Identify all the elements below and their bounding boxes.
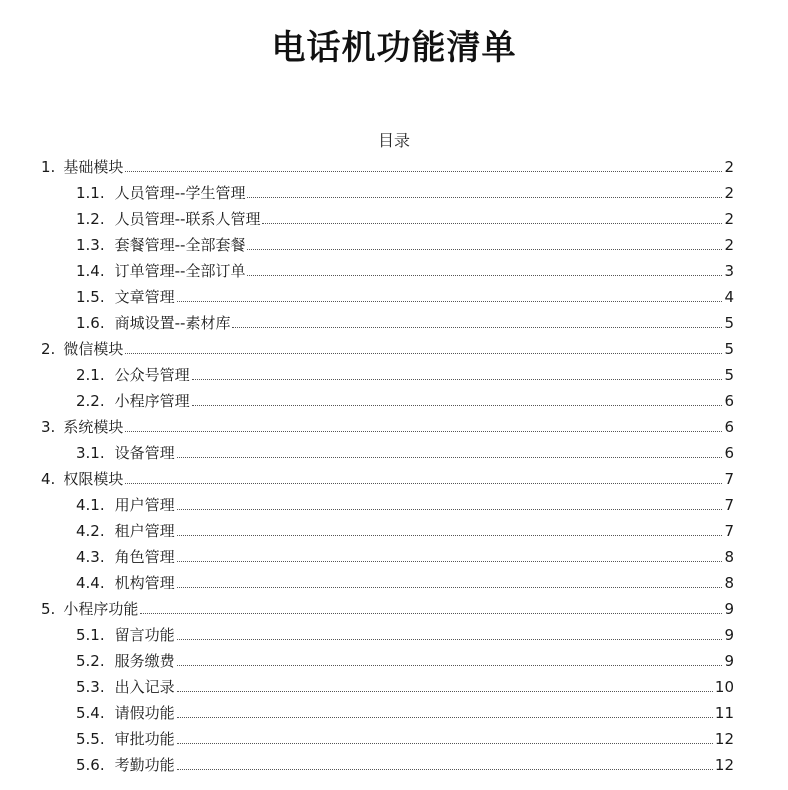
toc-dot-leader bbox=[262, 223, 722, 224]
toc-entry-page: 5 bbox=[724, 340, 734, 358]
toc-entry[interactable] bbox=[0, 231, 734, 255]
toc-dot-leader bbox=[177, 717, 713, 718]
toc-entry[interactable] bbox=[0, 413, 734, 437]
toc-entry-title: 用户管理 bbox=[114, 496, 175, 514]
toc-entry-page: 9 bbox=[724, 600, 734, 618]
toc-dot-leader bbox=[247, 249, 722, 250]
toc-entry[interactable] bbox=[0, 179, 734, 203]
toc-entry-page: 8 bbox=[724, 574, 734, 592]
toc-entry-title: 订单管理--全部订单 bbox=[114, 262, 246, 280]
toc-dot-leader bbox=[232, 327, 722, 328]
toc-entry-number: 2.1. bbox=[76, 366, 105, 384]
toc-entry-title: 设备管理 bbox=[114, 444, 175, 462]
toc-entry-number: 5.1. bbox=[76, 626, 105, 644]
toc-entry[interactable] bbox=[0, 387, 734, 411]
toc-entry-number: 1.5. bbox=[76, 288, 105, 306]
toc-dot-leader bbox=[177, 743, 713, 744]
toc-entry-number: 1.1. bbox=[76, 184, 105, 202]
toc-entry-title: 文章管理 bbox=[114, 288, 175, 306]
toc-entry-title: 服务缴费 bbox=[114, 652, 175, 670]
toc-entry-number: 3. bbox=[41, 418, 56, 436]
toc-dot-leader bbox=[247, 275, 722, 276]
toc-entry-page: 2 bbox=[724, 158, 734, 176]
toc-entry-page: 8 bbox=[724, 548, 734, 566]
toc-entry-title: 小程序管理 bbox=[114, 392, 190, 410]
toc-entry-title: 套餐管理--全部套餐 bbox=[114, 236, 246, 254]
toc-dot-leader bbox=[125, 353, 722, 354]
toc-dot-leader bbox=[177, 691, 713, 692]
toc-entry[interactable] bbox=[0, 751, 734, 775]
toc-dot-leader bbox=[177, 457, 723, 458]
toc-entry-page: 7 bbox=[724, 470, 734, 488]
toc-entry-number: 5. bbox=[41, 600, 56, 618]
toc-entry-page: 2 bbox=[724, 210, 734, 228]
toc-entry-number: 5.3. bbox=[76, 678, 105, 696]
toc-entry-title: 人员管理--学生管理 bbox=[114, 184, 246, 202]
toc-dot-leader bbox=[177, 639, 723, 640]
toc-entry[interactable] bbox=[0, 153, 734, 177]
toc-dot-leader bbox=[177, 509, 723, 510]
toc-dot-leader bbox=[192, 379, 723, 380]
toc-entry-number: 4.4. bbox=[76, 574, 105, 592]
toc-dot-leader bbox=[247, 197, 722, 198]
toc-entry[interactable] bbox=[0, 361, 734, 385]
toc-entry-title: 商城设置--素材库 bbox=[114, 314, 231, 332]
toc-entry-title: 审批功能 bbox=[114, 730, 175, 748]
toc-dot-leader bbox=[177, 665, 723, 666]
toc-entry-title: 留言功能 bbox=[114, 626, 175, 644]
toc-entry-number: 5.2. bbox=[76, 652, 105, 670]
toc-entry-number: 1.6. bbox=[76, 314, 105, 332]
toc-entry[interactable] bbox=[0, 725, 734, 749]
toc-entry-number: 4. bbox=[41, 470, 56, 488]
toc-entry-page: 2 bbox=[724, 236, 734, 254]
toc-entry-number: 1.3. bbox=[76, 236, 105, 254]
toc-entry[interactable] bbox=[0, 517, 734, 541]
toc-entry[interactable] bbox=[0, 491, 734, 515]
toc-entry-title: 权限模块 bbox=[63, 470, 124, 488]
toc-entry-page: 7 bbox=[724, 522, 734, 540]
toc-entry-number: 5.6. bbox=[76, 756, 105, 774]
toc-entry-title: 租户管理 bbox=[114, 522, 175, 540]
toc-entry-number: 2. bbox=[41, 340, 56, 358]
toc-entry-page: 12 bbox=[714, 730, 734, 748]
toc-entry-number: 4.1. bbox=[76, 496, 105, 514]
toc-entry-page: 6 bbox=[724, 444, 734, 462]
toc-dot-leader bbox=[177, 301, 723, 302]
toc-entry-page: 9 bbox=[724, 652, 734, 670]
toc-entry-number: 4.3. bbox=[76, 548, 105, 566]
toc-entry[interactable] bbox=[0, 647, 734, 671]
toc-entry[interactable] bbox=[0, 673, 734, 697]
toc-entry[interactable] bbox=[0, 283, 734, 307]
toc-entry-page: 2 bbox=[724, 184, 734, 202]
toc-entry-page: 6 bbox=[724, 418, 734, 436]
toc-entry-page: 11 bbox=[714, 704, 734, 722]
toc-entry[interactable] bbox=[0, 465, 734, 489]
toc-dot-leader bbox=[177, 769, 713, 770]
toc-entry[interactable] bbox=[0, 335, 734, 359]
toc-entry-page: 4 bbox=[724, 288, 734, 306]
toc-entry-number: 2.2. bbox=[76, 392, 105, 410]
toc-dot-leader bbox=[192, 405, 723, 406]
toc-entry-number: 1.4. bbox=[76, 262, 105, 280]
toc-entry-page: 5 bbox=[724, 366, 734, 384]
toc-dot-leader bbox=[125, 171, 722, 172]
toc-entry[interactable] bbox=[0, 621, 734, 645]
toc-entry-title: 请假功能 bbox=[114, 704, 175, 722]
toc-entry[interactable] bbox=[0, 439, 734, 463]
toc-entry-title: 人员管理--联系人管理 bbox=[114, 210, 261, 228]
toc-entry[interactable] bbox=[0, 257, 734, 281]
toc-entry[interactable] bbox=[0, 543, 734, 567]
toc-entry[interactable] bbox=[0, 205, 734, 229]
toc-entry-title: 角色管理 bbox=[114, 548, 175, 566]
toc-entry-page: 9 bbox=[724, 626, 734, 644]
toc-entry-number: 1.2. bbox=[76, 210, 105, 228]
toc-entry-title: 小程序功能 bbox=[63, 600, 139, 618]
toc-entry-number: 1. bbox=[41, 158, 56, 176]
document-title: 电话机功能清单 bbox=[271, 28, 517, 68]
toc-entry-page: 10 bbox=[714, 678, 734, 696]
toc-entry[interactable] bbox=[0, 569, 734, 593]
toc-dot-leader bbox=[125, 483, 722, 484]
toc-entry-page: 3 bbox=[724, 262, 734, 280]
toc-entry-number: 4.2. bbox=[76, 522, 105, 540]
toc-entry-title: 出入记录 bbox=[114, 678, 175, 696]
toc-dot-leader bbox=[177, 561, 723, 562]
toc-entry-title: 微信模块 bbox=[63, 340, 124, 358]
toc-heading: 目录 bbox=[377, 131, 410, 150]
toc-entry-number: 3.1. bbox=[76, 444, 105, 462]
toc-entry-title: 公众号管理 bbox=[114, 366, 190, 384]
toc-entry[interactable] bbox=[0, 595, 734, 619]
toc-entry-number: 5.4. bbox=[76, 704, 105, 722]
toc-entry-title: 基础模块 bbox=[63, 158, 124, 176]
toc-entry-page: 6 bbox=[724, 392, 734, 410]
toc-dot-leader bbox=[177, 535, 723, 536]
toc-entry[interactable] bbox=[0, 699, 734, 723]
toc-entry-page: 7 bbox=[724, 496, 734, 514]
toc-dot-leader bbox=[125, 431, 722, 432]
toc-entry[interactable] bbox=[0, 309, 734, 333]
toc-entry-title: 考勤功能 bbox=[114, 756, 175, 774]
toc-entry-title: 系统模块 bbox=[63, 418, 124, 436]
toc-entry-page: 12 bbox=[714, 756, 734, 774]
toc-entry-title: 机构管理 bbox=[114, 574, 175, 592]
toc-dot-leader bbox=[140, 613, 722, 614]
toc-entry-page: 5 bbox=[724, 314, 734, 332]
toc-dot-leader bbox=[177, 587, 723, 588]
toc-entry-number: 5.5. bbox=[76, 730, 105, 748]
